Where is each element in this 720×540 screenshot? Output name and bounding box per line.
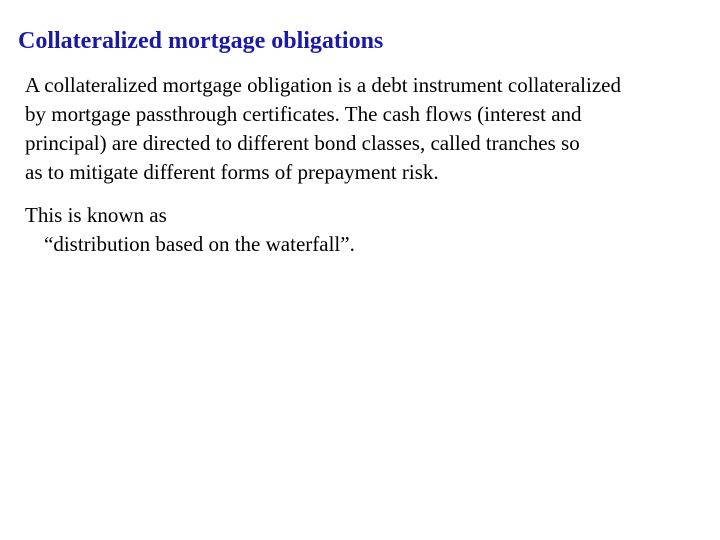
body-line-quote: “distribution based on the waterfall”. [44,232,355,256]
body-line: as to mitigate different forms of prepayment risk. [25,160,439,184]
body-paragraph-definition [25,71,621,187]
body-line: A collateralized mortgage obligation is a debt instrument collateralized [25,73,621,97]
body-line: by mortgage passthrough certificates. The cash flows (interest and [25,102,582,126]
slide-title: Collateralized mortgage obligations [18,28,384,54]
body-paragraph-waterfall [25,201,355,259]
body-line: This is known as [25,203,167,227]
body-line: principal) are directed to different bond classes, called tranches so [25,131,580,155]
